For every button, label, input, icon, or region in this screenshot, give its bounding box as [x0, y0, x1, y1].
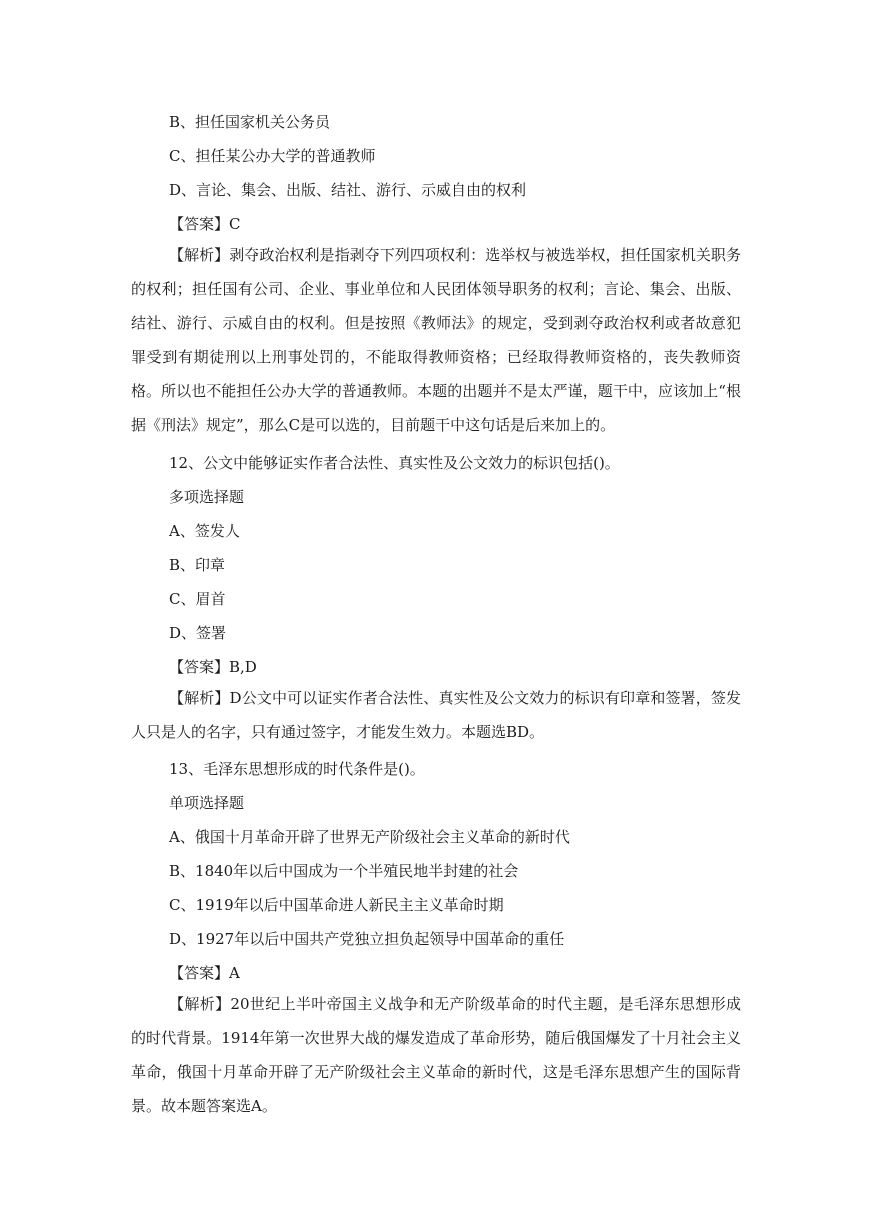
q12-answer: 【答案】B,D: [169, 658, 257, 676]
q13-explanation: 【解析】20世纪上半叶帝国主义战争和无产阶级革命的时代主题，是毛泽东思想形成的时代背景。1914年第一次世界大战的爆发造成了革命形势，随后俄国爆发了十月社会主义革命，俄国十月革命开辟了无产阶级社会主义革命的新时代，这是毛泽东思想产生的国际背景。故本题答案选A。: [131, 995, 741, 1115]
q12-explanation: 【解析】D公文中可以证实作者合法性、真实性及公文效力的标识有印章和签署，签发人只是人的名字，只有通过签字，才能发生效力。本题选BD。: [131, 689, 741, 741]
q12-option-a: A、签发人: [169, 522, 240, 540]
q13-answer: 【答案】A: [169, 964, 240, 982]
q12-type: 多项选择题: [169, 488, 245, 506]
q13-option-a: A、俄国十月革命开辟了世界无产阶级社会主义革命的新时代: [169, 828, 570, 846]
q13-option-d: D、1927年以后中国共产党独立担负起领导中国革命的重任: [169, 930, 565, 948]
q13-type: 单项选择题: [169, 794, 245, 812]
q11-option-d: D、言论、集会、出版、结社、游行、示威自由的权利: [169, 181, 527, 199]
q11-answer: 【答案】C: [169, 215, 241, 233]
q13-question: 13、毛泽东思想形成的时代条件是()。: [169, 760, 425, 778]
q11-option-c: C、担任某公办大学的普通教师: [169, 147, 376, 165]
q12-option-c: C、眉首: [169, 590, 226, 608]
q13-option-b: B、1840年以后中国成为一个半殖民地半封建的社会: [169, 862, 519, 880]
q12-option-d: D、签署: [169, 624, 227, 642]
q12-option-b: B、印章: [169, 556, 226, 574]
q12-question: 12、公文中能够证实作者合法性、真实性及公文效力的标识包括()。: [169, 454, 620, 472]
q11-option-b: B、担任国家机关公务员: [169, 113, 331, 131]
q13-option-c: C、1919年以后中国革命进人新民主主义革命时期: [169, 896, 504, 914]
q11-explanation: 【解析】剥夺政治权利是指剥夺下列四项权利：选举权与被选举权，担任国家机关职务的权利；担任国有公司、企业、事业单位和人民团体领导职务的权利；言论、集会、出版、结社、游行、示威自由的权利。但是按照《教师法》的规定，受到剥夺政治权利或者故意犯罪受到有期徒刑以上刑事处罚的，不能取得教师资格；已经取得教师资格的，丧失教师资格。所以也不能担任公办大学的普通教师。本题的出题并不是太严谨，题干中，应该加上“根据《刑法》规定”，那么C是可以选的，目前题干中这句话是后来加上的。: [131, 246, 741, 434]
